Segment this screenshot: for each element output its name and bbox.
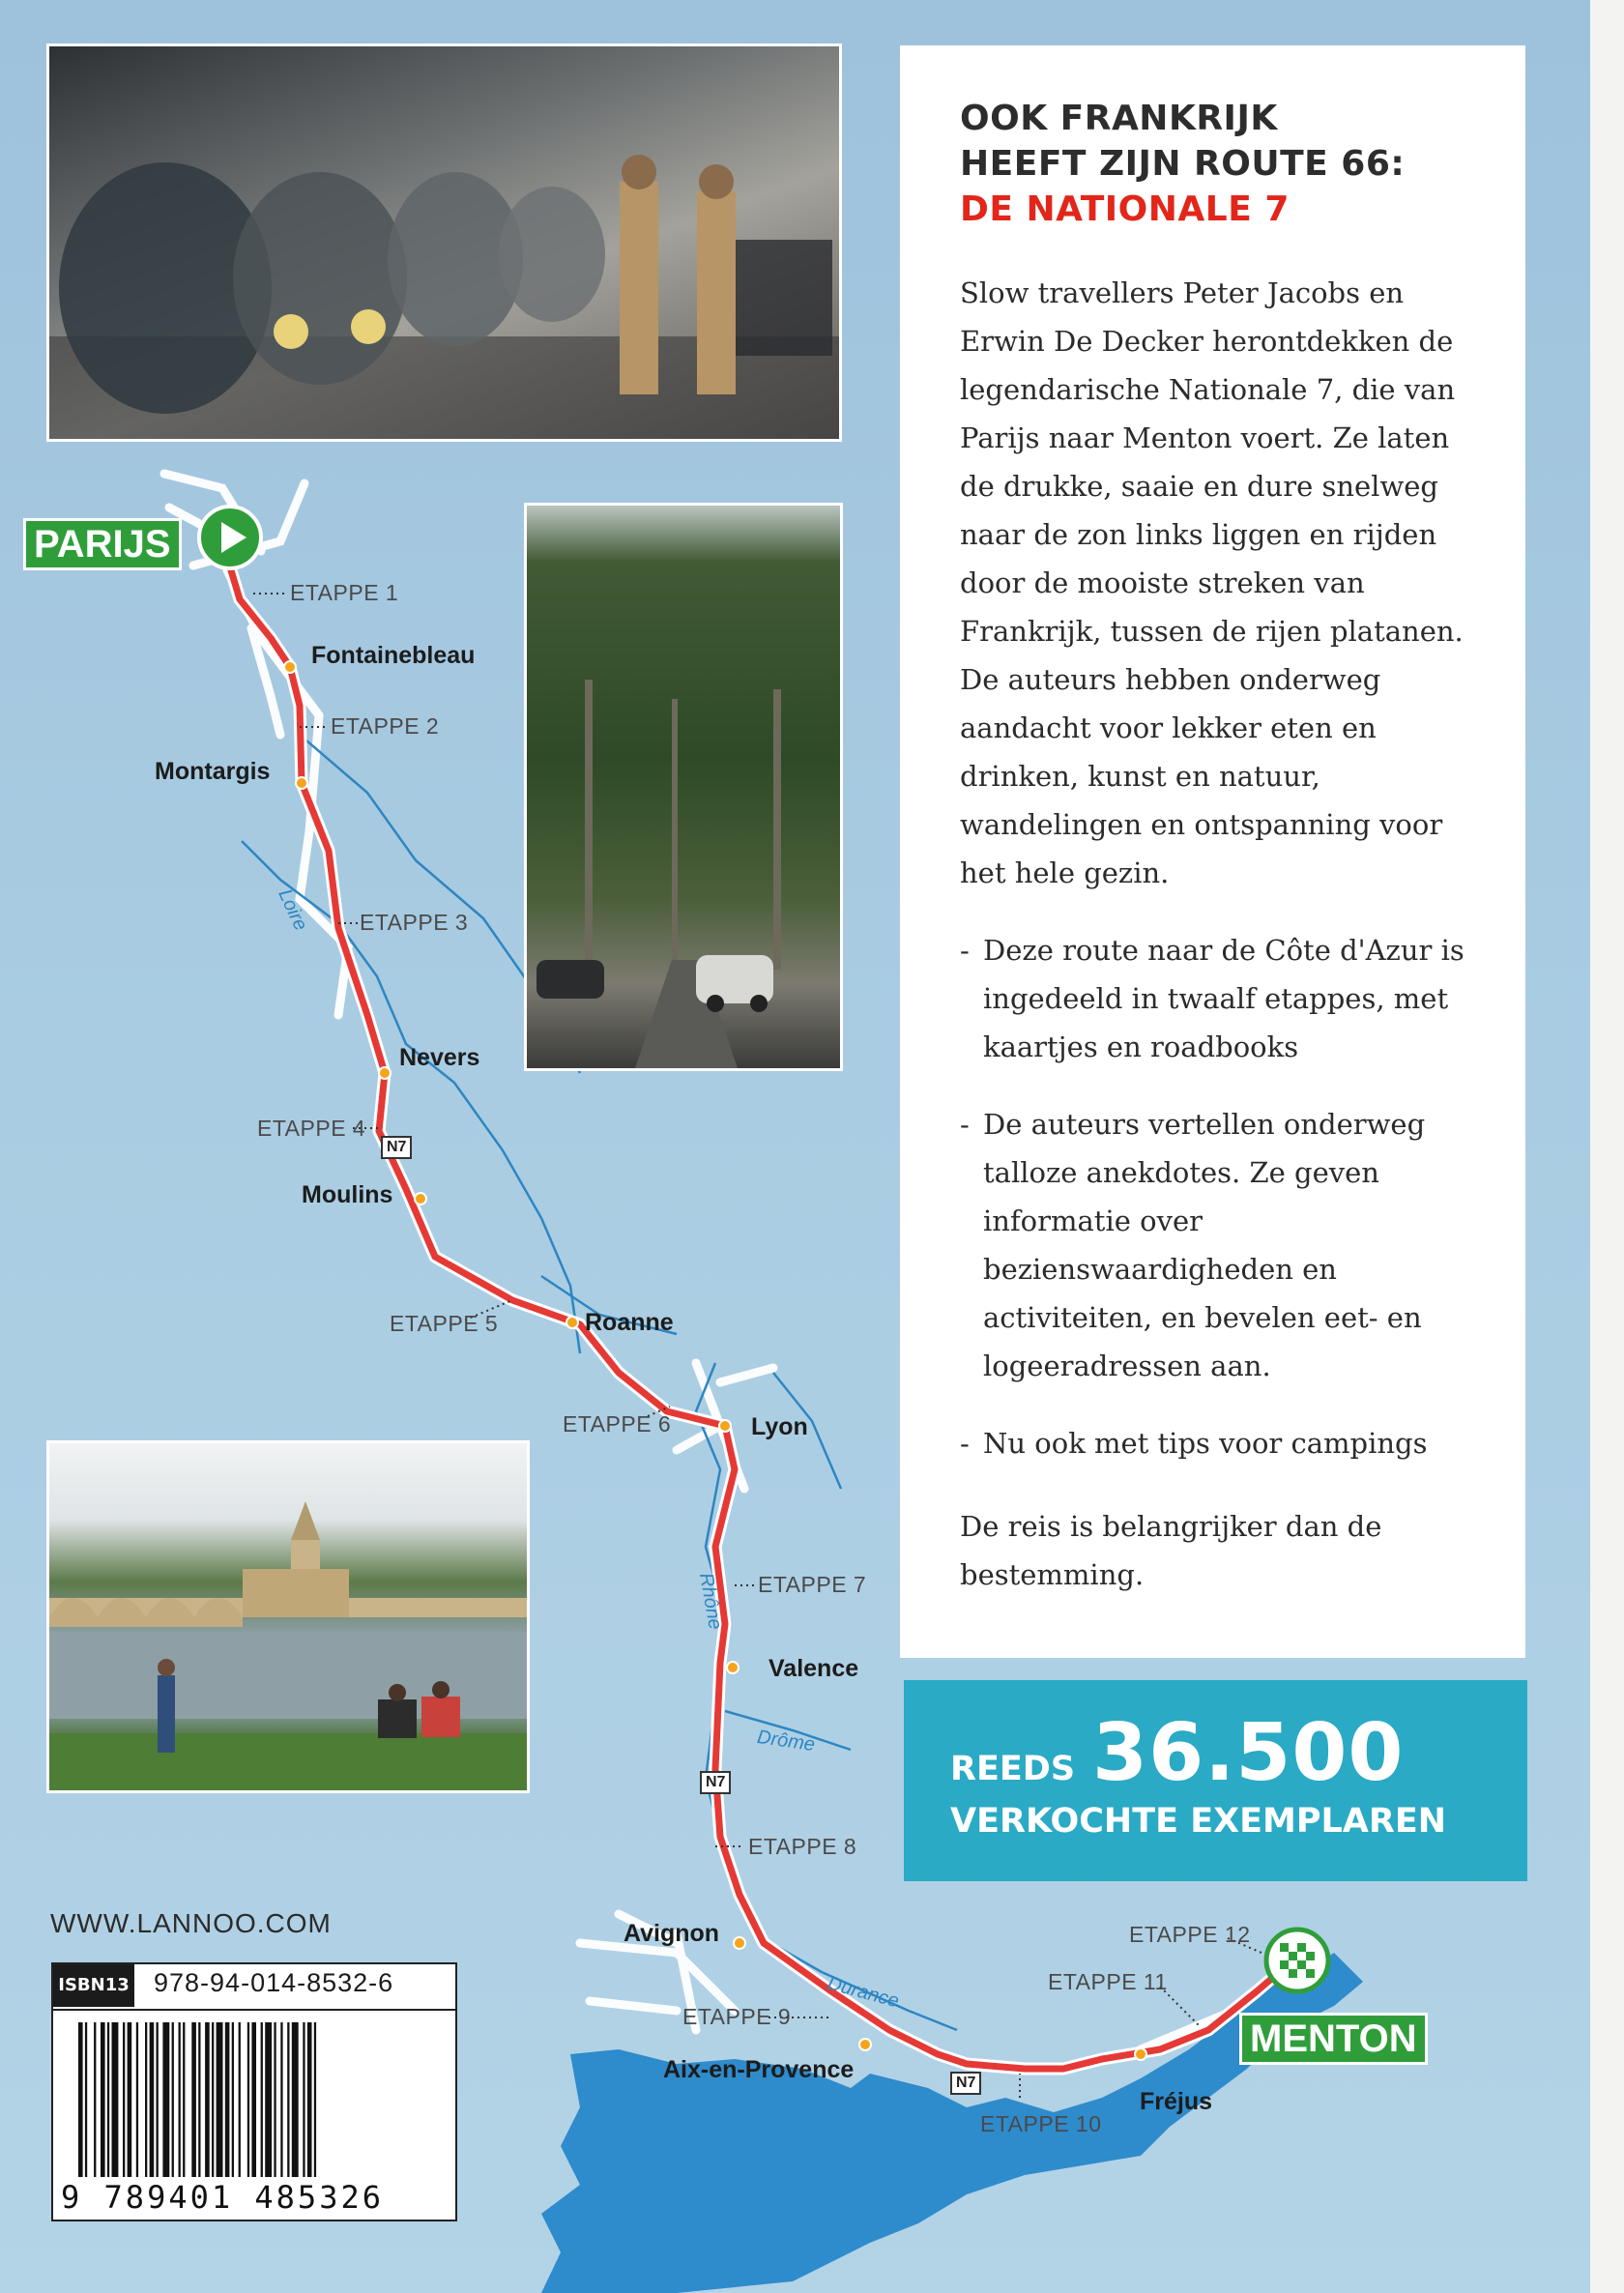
barcode-bar	[239, 2022, 241, 2177]
bullet-dash: -	[960, 934, 970, 967]
barcode-bar	[205, 2022, 210, 2177]
etappe-label-11: ETAPPE 11	[1048, 1969, 1168, 1994]
barcode-bar	[212, 2022, 214, 2177]
barcode-bar	[265, 2022, 272, 2177]
etappe-label-8: ETAPPE 8	[748, 1834, 857, 1859]
barcode-bar	[247, 2022, 249, 2177]
feature-bullet	[960, 926, 1471, 1071]
barcode-bar	[287, 2022, 289, 2177]
feature-bullet	[960, 1419, 1471, 1467]
classic-cars-illustration	[49, 46, 842, 442]
etappe-label-9: ETAPPE 9	[682, 2004, 792, 2029]
city-label-roanne: Roanne	[585, 1309, 674, 1336]
river-label-durance: Durance	[825, 1972, 902, 2013]
barcode-bar	[157, 2022, 159, 2177]
barcode-bar	[172, 2022, 174, 2177]
classic-cars-photo	[46, 44, 842, 442]
barcode-bar	[183, 2022, 185, 2177]
sales-line	[950, 1707, 1405, 1799]
city-label-moulins: Moulins	[302, 1181, 393, 1208]
barcode-bar	[314, 2022, 316, 2177]
etappe-label-3: ETAPPE 3	[360, 910, 469, 935]
headline	[960, 96, 1471, 232]
barcode-bar	[303, 2022, 304, 2177]
start-city-parijs: PARIJS	[23, 518, 182, 570]
barcode-bar	[150, 2022, 155, 2177]
headline-line-3: DE NATIONALE 7	[960, 189, 1290, 229]
barcode-bar	[274, 2022, 276, 2177]
headline-line-2: HEEFT ZIJN ROUTE 66:	[960, 144, 1406, 184]
n7-road-sign: N7	[381, 1136, 412, 1159]
feature-bullet	[960, 1100, 1471, 1390]
barcode-bar	[136, 2022, 138, 2177]
description-panel	[900, 45, 1525, 1658]
etappe-label-5: ETAPPE 5	[390, 1311, 499, 1336]
etappe-label-4: ETAPPE 4	[257, 1116, 366, 1141]
plane-trees-illustration	[527, 506, 843, 1071]
barcode-bar	[85, 2022, 87, 2177]
avignon-bridge-photo	[46, 1440, 530, 1793]
etappe-label-10: ETAPPE 10	[980, 2111, 1102, 2136]
city-label-aix-en-provence: Aix-en-Provence	[663, 2056, 855, 2083]
barcode-bar	[94, 2022, 96, 2177]
barcode-bar	[128, 2022, 132, 2177]
river-label-drome: Drôme	[755, 1726, 817, 1756]
bullet-dash: -	[960, 1108, 970, 1141]
etappe-label-7: ETAPPE 7	[758, 1572, 867, 1597]
bullet-dash: -	[960, 1427, 970, 1460]
city-label-frejus: Fréjus	[1140, 2088, 1213, 2115]
barcode-bar	[261, 2022, 263, 2177]
river-label-loire: Loire	[274, 885, 312, 935]
barcode-bar	[179, 2022, 181, 2177]
barcode-bar	[307, 2022, 312, 2177]
closing-line: De reis is belangrijker dan de bestemming.	[960, 1510, 1382, 1591]
etappe-label-6: ETAPPE 6	[563, 1411, 672, 1437]
avignon-illustration	[49, 1443, 530, 1793]
city-label-nevers: Nevers	[399, 1044, 480, 1071]
play-start-icon	[195, 503, 265, 572]
barcode-bar	[123, 2022, 125, 2177]
barcode-bar	[78, 2022, 83, 2177]
barcode-bar	[232, 2022, 234, 2177]
n7-road-sign: N7	[700, 1771, 731, 1794]
checkered-finish-icon	[1262, 1926, 1332, 1995]
intro-paragraph: Slow travellers Peter Jacobs en Erwin De Decker herontdekken de legendarische Nationale 7, die van Parijs naar Menton voert. Ze laten de drukke, saaie en dure snelweg naar de zon links liggen en rijden door de mooiste streken van Frankrijk, tussen de rijen platanen. De auteurs hebben onderweg aandacht voor lekker eten en drinken, kunst en natuur, wandelingen en ontspanning voor het hele gezin.	[960, 276, 1464, 889]
sales-suffix: VERKOCHTE EXEMPLAREN	[950, 1802, 1447, 1841]
bullet-text: De auteurs vertellen onderweg talloze anekdotes. Ze geven informatie over bezienswaardigheden en activiteiten, en bevelen eet- en logeeradressen aan.	[983, 1108, 1426, 1382]
barcode-bar	[145, 2022, 147, 2177]
barcode-bar	[112, 2022, 119, 2177]
sales-prefix: REEDS	[950, 1750, 1076, 1788]
barcode-bars	[74, 2022, 438, 2177]
etappe-label-2: ETAPPE 2	[331, 713, 440, 739]
barcode-bar	[280, 2022, 282, 2177]
headline-line-1: OOK FRANKRIJK	[960, 99, 1278, 138]
barcode-bar	[101, 2022, 105, 2177]
etappe-label-1: ETAPPE 1	[290, 580, 399, 605]
city-label-avignon: Avignon	[624, 1920, 720, 1947]
isbn-label: ISBN13	[53, 1964, 134, 2007]
bullet-text: Nu ook met tips voor campings	[983, 1427, 1428, 1460]
barcode-digits: 9 789401 485326	[61, 2179, 384, 2216]
barcode-bar	[162, 2022, 169, 2177]
city-label-fontainebleau: Fontainebleau	[311, 642, 476, 669]
city-label-montargis: Montargis	[155, 758, 271, 785]
barcode-bar	[217, 2022, 223, 2177]
city-label-lyon: Lyon	[751, 1413, 808, 1440]
barcode-bar	[107, 2022, 109, 2177]
barcode-bar	[292, 2022, 299, 2177]
bullet-text: Deze route naar de Côte d'Azur is ingedeeld in twaalf etappes, met kaartjes en roadbooks	[983, 934, 1464, 1063]
river-label-rhone: Rhône	[695, 1571, 726, 1632]
etappe-label-12: ETAPPE 12	[1129, 1922, 1251, 1947]
city-label-valence: Valence	[768, 1655, 859, 1682]
isbn-number: 978-94-014-8532-6	[154, 1968, 394, 1997]
barcode-bar	[198, 2022, 200, 2177]
isbn-barcode	[51, 1962, 457, 2221]
barcode-bar	[225, 2022, 230, 2177]
n7-road-sign: N7	[950, 2072, 981, 2095]
plane-trees-road-photo	[524, 503, 843, 1071]
sales-number: 36.500	[1092, 1707, 1405, 1799]
barcode-bar	[191, 2022, 196, 2177]
publisher-website: WWW.LANNOO.COM	[50, 1908, 332, 1938]
barcode-bar	[251, 2022, 256, 2177]
isbn-divider	[53, 2009, 455, 2011]
sales-banner	[904, 1680, 1527, 1881]
end-city-menton: MENTON	[1239, 2013, 1428, 2065]
